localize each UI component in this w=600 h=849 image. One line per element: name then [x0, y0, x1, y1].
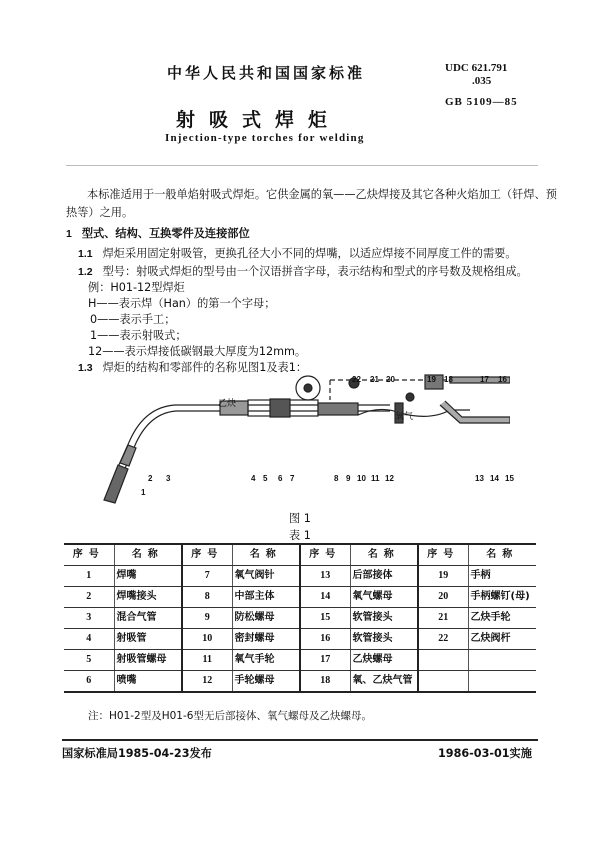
part-number: 11 [182, 650, 232, 671]
udc-code-suffix: .035 [472, 75, 492, 87]
table-note: 注：H01-2型及H01-6型无后部接体、氧气螺母及乙炔螺母。 [88, 710, 372, 722]
example-line: 0——表示手工； [90, 313, 176, 326]
document-title-english: Injection-type torches for welding [165, 132, 365, 144]
footer-divider [62, 739, 538, 741]
col-header-no: 序号 [418, 544, 468, 566]
part-name: 软管接头 [350, 608, 418, 629]
part-label: 11 [371, 474, 380, 483]
part-label: 21 [370, 375, 379, 384]
part-name: 混合气管 [114, 608, 182, 629]
part-label: 2 [148, 474, 153, 483]
acetylene-label: 乙炔 [218, 399, 237, 409]
part-label: 4 [251, 474, 256, 483]
part-number: 20 [418, 587, 468, 608]
part-label: 19 [427, 375, 436, 384]
part-label: 1 [141, 488, 146, 497]
part-label: 6 [278, 474, 283, 483]
example-line: 1——表示射吸式； [90, 329, 187, 342]
gb-code: GB 5109—85 [445, 96, 518, 108]
clause-1-2 [78, 263, 528, 279]
part-name: 喷嘴 [114, 671, 182, 693]
part-number: 13 [300, 566, 350, 587]
part-label: 5 [263, 474, 268, 483]
udc-code: UDC 621.791 [445, 62, 508, 74]
clause-1-1 [78, 245, 517, 261]
part-number: 15 [300, 608, 350, 629]
part-name [468, 650, 536, 671]
clause-text: 型号：射吸式焊炬的型号由一个汉语拼音字母，表示结构和型式的序号数及规格组成。 [102, 265, 528, 278]
part-number: 10 [182, 629, 232, 650]
table-row [64, 566, 536, 587]
example-line: H——表示焊（Han）的第一个字母； [88, 297, 276, 310]
col-header-no: 序号 [64, 544, 114, 566]
issue-date: 国家标准局1985-04-23发布 [62, 747, 212, 760]
part-number [418, 650, 468, 671]
clause-number: 1.1 [78, 248, 93, 260]
part-name: 密封螺母 [232, 629, 300, 650]
part-name [468, 671, 536, 693]
part-name: 氧、乙炔气管 [350, 671, 418, 693]
part-label: 10 [357, 474, 366, 483]
part-number: 6 [64, 671, 114, 693]
part-number: 18 [300, 671, 350, 693]
part-label: 20 [386, 375, 395, 384]
part-label: 8 [334, 474, 339, 483]
clause-text: 焊炬采用固定射吸管，更换孔径大小不同的焊嘴，以适应焊接不同厚度工件的需要。 [102, 247, 517, 260]
section-number: 1 [66, 228, 72, 240]
section-title: 型式、结构、互换零件及连接部位 [81, 227, 250, 240]
col-header-name: 名称 [350, 544, 418, 566]
part-number: 5 [64, 650, 114, 671]
col-header-name: 名称 [468, 544, 536, 566]
part-name: 手柄螺钉(母) [468, 587, 536, 608]
welding-tip [104, 465, 128, 503]
part-number: 19 [418, 566, 468, 587]
part-number: 4 [64, 629, 114, 650]
figure-caption: 图 1 [289, 512, 311, 525]
part-name: 射吸管螺母 [114, 650, 182, 671]
part-name: 氧气螺母 [350, 587, 418, 608]
part-name: 中部主体 [232, 587, 300, 608]
part-label: 16 [498, 375, 507, 384]
part-label: 13 [475, 474, 484, 483]
part-name: 焊嘴 [114, 566, 182, 587]
document-title: 射吸式焊炬 [176, 109, 342, 131]
col-header-name: 名称 [232, 544, 300, 566]
table-row [64, 671, 536, 693]
part-number: 9 [182, 608, 232, 629]
part-name: 防松螺母 [232, 608, 300, 629]
example-line: 12——表示焊接低碳钢最大厚度为12mm。 [88, 345, 307, 358]
part-number: 14 [300, 587, 350, 608]
part-name: 射吸管 [114, 629, 182, 650]
part-number: 2 [64, 587, 114, 608]
table-row [64, 629, 536, 650]
col-header-no: 序号 [300, 544, 350, 566]
part-number: 8 [182, 587, 232, 608]
part-name: 后部接体 [350, 566, 418, 587]
part-number: 3 [64, 608, 114, 629]
part-label: 7 [290, 474, 295, 483]
part-number: 17 [300, 650, 350, 671]
part-name: 焊嘴接头 [114, 587, 182, 608]
part-label: 3 [166, 474, 171, 483]
part-number: 21 [418, 608, 468, 629]
table-row [64, 650, 536, 671]
part-number: 12 [182, 671, 232, 693]
torch-drawing [90, 365, 510, 515]
table-row [64, 608, 536, 629]
part-name: 乙炔阀杆 [468, 629, 536, 650]
intro-line-1: 本标准适用于一般单焰射吸式焊炬。它供金属的氧——乙炔焊接及其它各种火焰加工（钎焊、预 [87, 188, 557, 201]
part-name: 手柄 [468, 566, 536, 587]
example-line: 例：H01-12型焊炬 [88, 281, 185, 294]
part-number [418, 671, 468, 693]
part-label: 15 [505, 474, 514, 483]
part-label: 18 [444, 375, 453, 384]
clause-text: 焊炬的结构和零部件的名称见图1及表1： [102, 361, 308, 374]
clause-number: 1.3 [78, 362, 93, 374]
section-1-heading [66, 225, 250, 241]
intro-line-2: 热等）之用。 [66, 206, 134, 219]
col-header-name: 名称 [114, 544, 182, 566]
table-header-row [64, 544, 536, 566]
part-label: 12 [385, 474, 394, 483]
header-divider [66, 165, 538, 166]
part-number: 7 [182, 566, 232, 587]
part-number: 16 [300, 629, 350, 650]
part-label: 9 [346, 474, 351, 483]
mixing-tube [110, 405, 390, 485]
parts-table [64, 543, 536, 693]
part-label: 14 [490, 474, 499, 483]
part-name: 软管接头 [350, 629, 418, 650]
effective-date: 1986-03-01实施 [438, 747, 532, 760]
part-name: 乙炔手轮 [468, 608, 536, 629]
part-name: 氧气阀针 [232, 566, 300, 587]
table-row [64, 587, 536, 608]
part-number: 22 [418, 629, 468, 650]
clause-number: 1.2 [78, 266, 93, 278]
part-label: 22 [352, 375, 361, 384]
part-label: 17 [480, 375, 489, 384]
part-number: 1 [64, 566, 114, 587]
col-header-no: 序号 [182, 544, 232, 566]
oxygen-label: 氧气 [395, 412, 414, 422]
part-name: 氧气手轮 [232, 650, 300, 671]
part-name: 乙炔螺母 [350, 650, 418, 671]
issuing-org-heading: 中华人民共和国国家标准 [167, 64, 366, 82]
part-name: 手轮螺母 [232, 671, 300, 693]
table-caption: 表 1 [289, 529, 311, 542]
